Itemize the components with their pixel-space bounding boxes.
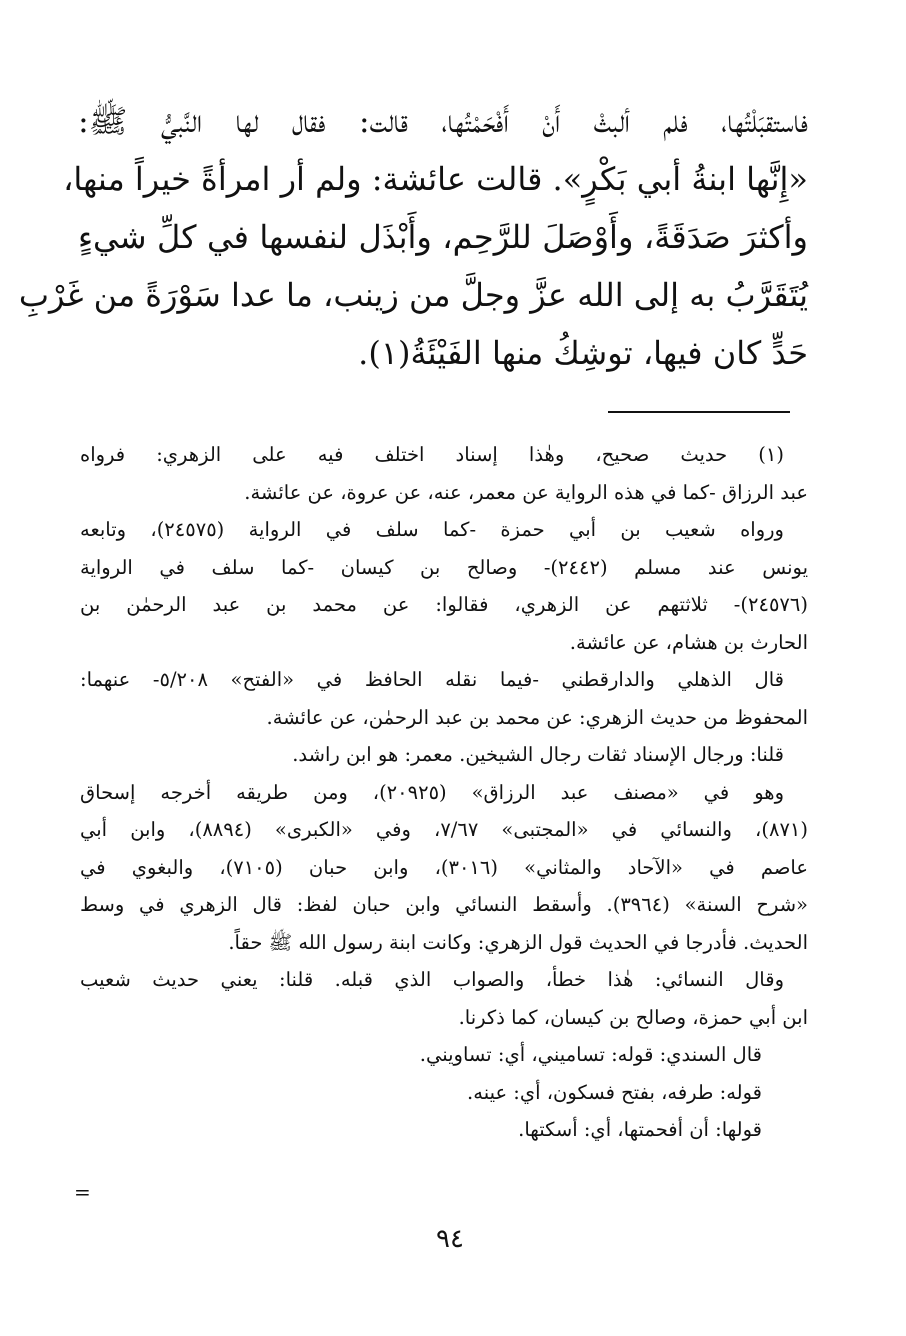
- footnote-line: المحفوظ من حديث الزهري: عن محمد بن عبد الرحمٰن، عن عائشة.: [266, 705, 808, 729]
- main-text-line: فاستقبَلْتُها، فلم ألبثْ أَنْ أَفْحَمْتُها، قالت: فقال لها النَّبيُّ ﷺ:: [78, 102, 808, 140]
- page-number: ٩٤: [436, 1224, 464, 1254]
- main-text-line: يُتَقَرَّبُ به إلى الله عزَّ وجلَّ من زينب، ما عدا سَوْرَةً من غَرْبِ: [18, 276, 808, 314]
- footnote-line: وهو في «مصنف عبد الرزاق» (٢٠٩٢٥)، ومن طريقه أخرجه إسحاق: [80, 780, 784, 804]
- footnote-line: قولها: أن أفحمتها، أي: أسكتها.: [518, 1118, 762, 1141]
- main-text-line: حَدٍّ كان فيها، توشِكُ منها الفَيْئَةُ(١).: [358, 334, 808, 372]
- footnote-line: «شرح السنة» (٣٩٦٤). وأسقط النسائي وابن حبان لفظ: قال الزهري في وسط: [80, 893, 808, 916]
- main-text-line: وأكثرَ صَدَقَةً، وأَوْصَلَ للرَّحِم، وأَبْذَل لنفسها في كلِّ شيءٍ: [78, 218, 808, 256]
- footnote-line: عاصم في «الآحاد والمثاني» (٣٠١٦)، وابن حبان (٧١٠٥)، والبغوي في: [80, 855, 808, 879]
- footnote-line: (١) حديث صحيح، وهٰذا إسناد اختلف فيه على الزهري: فرواه: [80, 443, 784, 466]
- footnote-separator: [608, 411, 790, 413]
- footnote-line: قلنا: ورجال الإسناد ثقات رجال الشيخين. معمر: هو ابن راشد.: [292, 743, 784, 766]
- footnote-line: قال السندي: قوله: تساميني، أي: تساويني.: [419, 1043, 762, 1066]
- footnote-line: قال الذهلي والدارقطني -فيما نقله الحافظ في «الفتح» ٥/٢٠٨- عنهما:: [80, 668, 784, 691]
- footnote-line: الحارث بن هشام، عن عائشة.: [569, 630, 808, 654]
- footnote-line: (٨٧١)، والنسائي في «المجتبى» ٧/٦٧، وفي «الكبرى» (٨٨٩٤)، وابن أبي: [80, 818, 808, 841]
- footnote-line: وقال النسائي: هٰذا خطأ، والصواب الذي قبله. قلنا: يعني حديث شعيب: [80, 968, 784, 991]
- footnote-line: ورواه شعيب بن أبي حمزة -كما سلف في الرواية (٢٤٥٧٥)، وتابعه: [80, 518, 784, 541]
- footnote-line: (٢٤٥٧٦)- ثلاثتهم عن الزهري، فقالوا: عن محمد بن عبد الرحمٰن بن: [80, 593, 808, 616]
- footnote-line: قوله: طرفه، بفتح فسكون، أي: عينه.: [467, 1080, 762, 1104]
- continuation-mark: =: [74, 1180, 91, 1204]
- footnote-line: يونس عند مسلم (٢٤٤٢)- وصالح بن كيسان -كما سلف في الرواية: [80, 555, 808, 579]
- footnote-line: عبد الرزاق -كما في هذه الرواية عن معمر، عنه، عن عروة، عن عائشة.: [244, 480, 808, 504]
- footnote-line: الحديث. فأدرجا في الحديث قول الزهري: وكانت ابنة رسول الله ﷺ حقاً.: [228, 930, 808, 954]
- main-text-block: [18, 92, 808, 382]
- footnotes-block: [80, 436, 808, 1149]
- main-text-line: «إِنَّها ابنةُ أبي بَكْرٍ». قالت عائشة: ولم أر امرأةً خيراً منها،: [63, 160, 808, 198]
- footnote-line: ابن أبي حمزة، وصالح بن كيسان، كما ذكرنا.: [458, 1005, 808, 1029]
